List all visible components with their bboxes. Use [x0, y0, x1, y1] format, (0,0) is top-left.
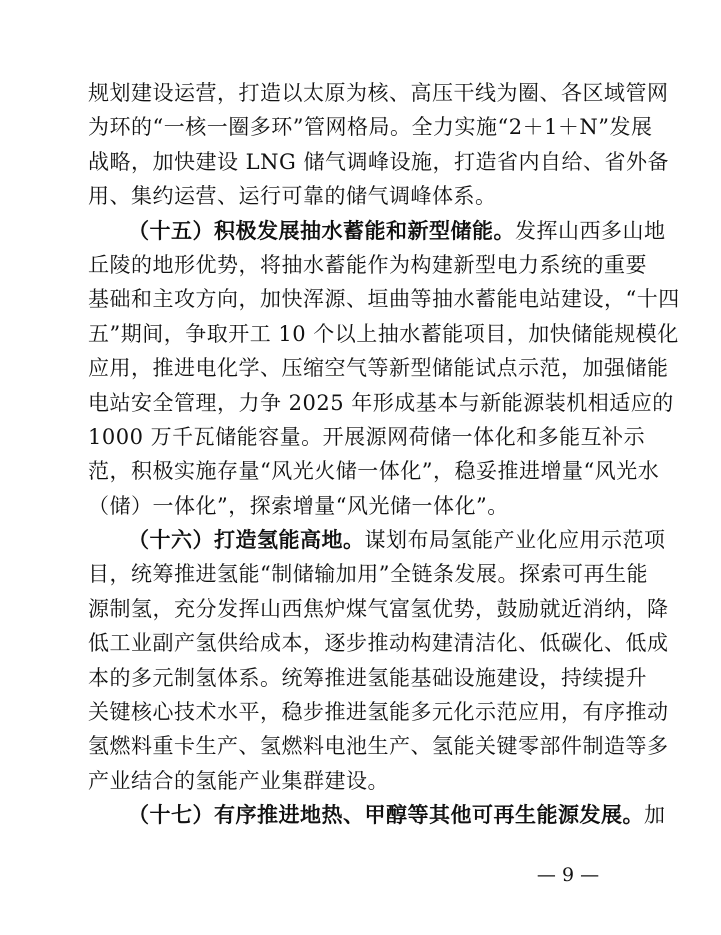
body-text-line	[88, 420, 646, 454]
line-text: 源制氢，充分发挥山西焦炉煤气富氢优势，鼓励就近消纳，降	[88, 596, 669, 621]
paragraph-heading-line	[88, 798, 666, 832]
line-text: 低工业副产氢供给成本，逐步推动构建清洁化、低碳化、低成	[88, 631, 669, 656]
line-text: 基础和主攻方向，加快浑源、垣曲等抽水蓄能电站建设，“十四	[88, 287, 680, 312]
line-text: 应用，推进电化学、压缩空气等新型储能试点示范，加强储能	[88, 356, 669, 381]
line-text: 发挥山西多山地	[515, 218, 666, 243]
line-text: 范，积极实施存量“风光火储一体化”，稳妥推进增量“风光水	[88, 459, 660, 484]
line-text: 加	[644, 803, 666, 828]
section-lead: （十七）有序推进地热、甲醇等其他可再生能源发展。	[128, 802, 644, 828]
line-text: 本的多元制氢体系。统筹推进氢能基础设施建设，持续提升	[88, 665, 647, 690]
paragraph-heading-line	[88, 523, 666, 557]
body-text-line	[88, 317, 679, 351]
body-text-line	[88, 764, 633, 798]
line-text: 产业结合的氢能产业集群建设。	[88, 768, 389, 793]
body-text-line	[88, 454, 660, 488]
body-text-line	[88, 729, 669, 763]
body-text-line	[88, 695, 669, 729]
body-text-line	[88, 661, 647, 695]
body-text-line	[88, 489, 633, 523]
body-text-line	[88, 76, 669, 110]
body-text-line	[88, 282, 680, 316]
line-text: （储）一体化”，探索增量“风光储一体化”。	[88, 493, 509, 518]
line-text: 规划建设运营，打造以太原为核、高压干线为圈、各区域管网	[88, 81, 669, 105]
document-body	[88, 76, 680, 833]
section-lead: （十五）积极发展抽水蓄能和新型储能。	[128, 217, 515, 243]
line-text: 目，统筹推进氢能“制储输加用”全链条发展。探索可再生能	[88, 562, 648, 587]
line-text: 关键核心技术水平，稳步推进氢能多元化示范应用，有序推动	[88, 700, 669, 725]
line-text: 用、集约运营、运行可靠的储气调峰体系。	[88, 184, 497, 209]
line-text: 电站安全管理，力争 2025 年形成基本与新能源装机相适应的	[88, 390, 674, 415]
line-text: 氢燃料重卡生产、氢燃料电池生产、氢能关键零部件制造等多	[88, 734, 669, 759]
body-text-line	[88, 145, 669, 179]
line-text: 谋划布局氢能产业化应用示范项	[364, 528, 666, 553]
body-text-line	[88, 248, 647, 282]
body-text-line	[88, 351, 669, 385]
body-text-line	[88, 592, 669, 626]
body-text-line	[88, 557, 648, 591]
line-text: 为环的“一核一圈多环”管网格局。全力实施“2＋1＋N”发展	[88, 115, 653, 140]
page-number: — 9 —	[536, 864, 600, 886]
line-text: 战略，加快建设 LNG 储气调峰设施，打造省内自给、省外备	[88, 149, 669, 174]
body-text-line	[88, 386, 674, 420]
line-text: 五”期间，争取开工 10 个以上抽水蓄能项目，加快储能规模化	[88, 321, 679, 346]
body-text-line	[88, 179, 633, 213]
section-lead: （十六）打造氢能高地。	[128, 527, 365, 553]
body-text-line	[88, 110, 653, 144]
paragraph-heading-line	[88, 214, 666, 248]
line-text: 1000 万千瓦储能容量。开展源网荷储一体化和多能互补示	[88, 424, 646, 449]
line-text: 丘陵的地形优势，将抽水蓄能作为构建新型电力系统的重要	[88, 252, 647, 277]
body-text-line	[88, 626, 669, 660]
